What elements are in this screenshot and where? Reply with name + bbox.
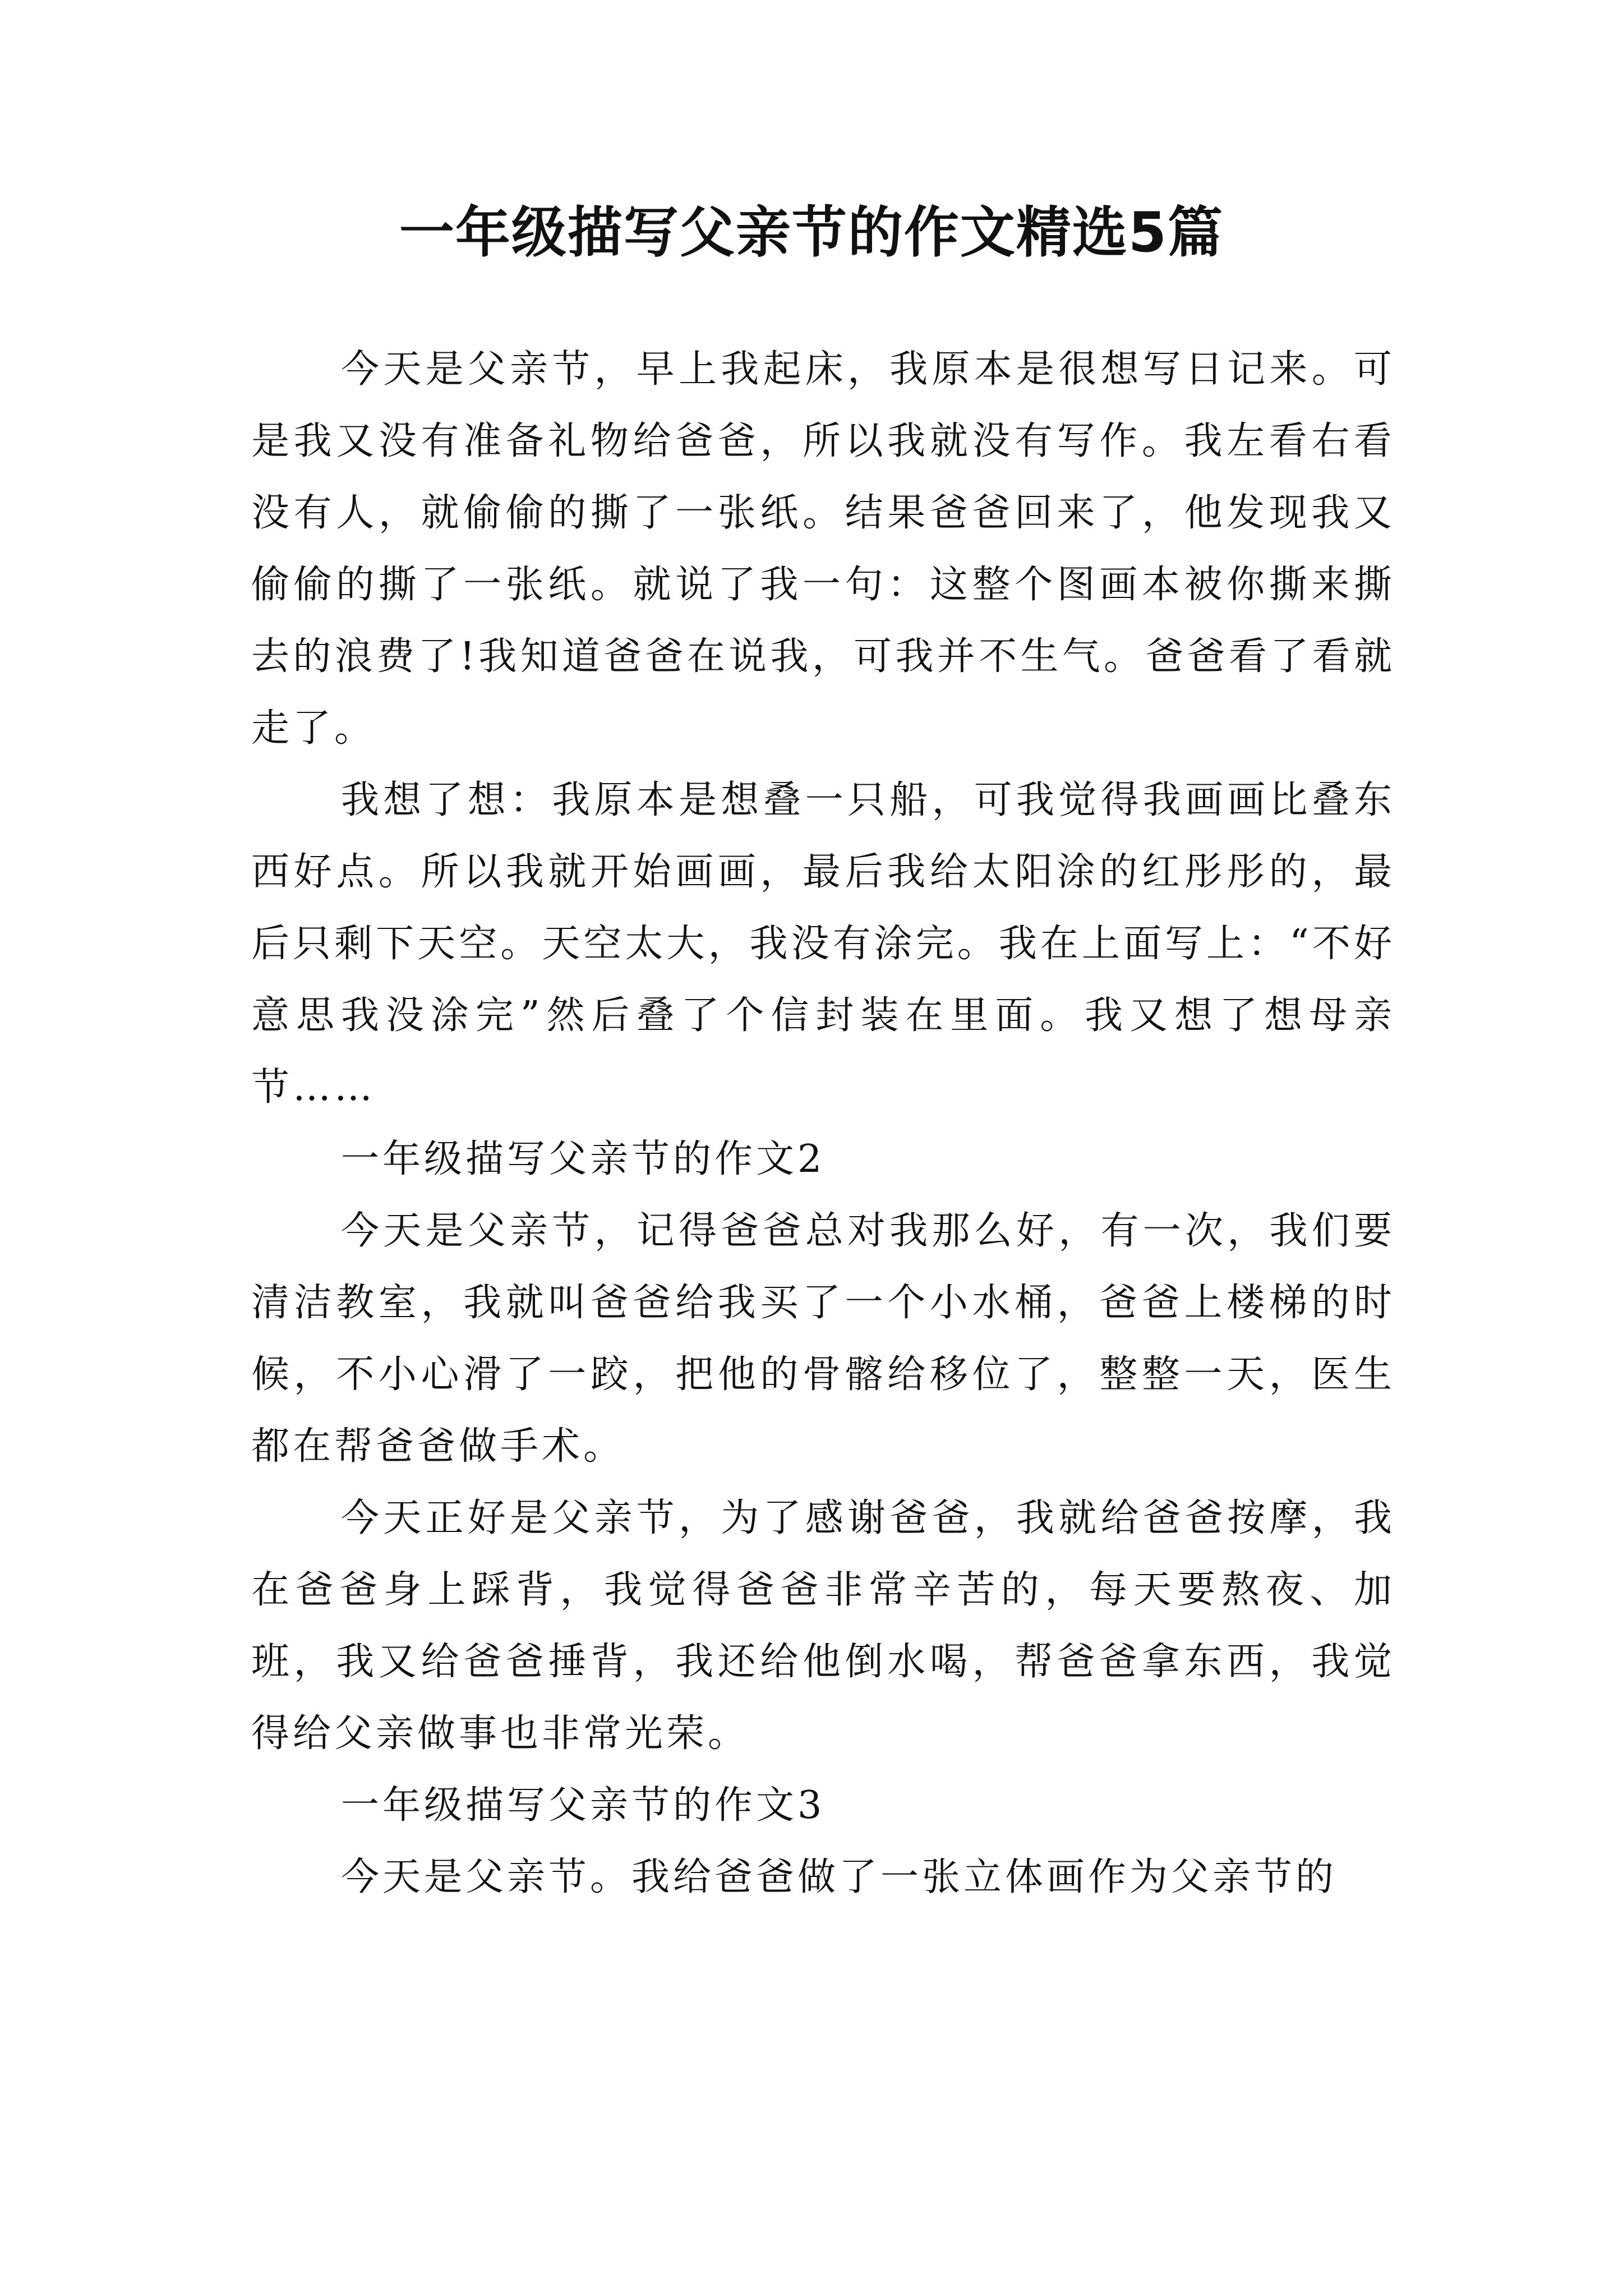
paragraph-2: 我想了想：我原本是想叠一只船，可我觉得我画画比叠东西好点。所以我就开始画画，最后我给太阳涂的红彤彤的，最后只剩下天空。天空太大，我没有涂完。我在上面写上：“不好意思我没涂完”然后叠了个信封装在里面。我又想了想母亲节……	[251, 778, 1395, 1110]
paragraph-3: 今天是父亲节，记得爸爸总对我那么好，有一次，我们要清洁教室，我就叫爸爸给我买了一个小水桶，爸爸上楼梯的时候，不小心滑了一跤，把他的骨髂给移位了，整整一天，医生都在帮爸爸做手术。	[251, 1209, 1395, 1469]
section-heading-3: 一年级描写父亲节的作文3	[341, 1783, 826, 1828]
document-title: 一年级描写父亲节的作文精选5篇	[399, 201, 1224, 265]
paragraph-4: 今天正好是父亲节，为了感谢爸爸，我就给爸爸按摩，我在爸爸身上踩背，我觉得爸爸非常辛苦的，每天要熬夜、加班，我又给爸爸捶背，我还给他倒水喝，帮爸爸拿东西，我觉得给父亲做事也非常光荣。	[251, 1496, 1395, 1756]
document-body	[251, 334, 1395, 1913]
section-heading-2: 一年级描写父亲节的作文2	[341, 1137, 826, 1181]
paragraph-1: 今天是父亲节，早上我起床，我原本是很想写日记来。可是我又没有准备礼物给爸爸，所以我就没有写作。我左看右看没有人，就偷偷的撕了一张纸。结果爸爸回来了，他发现我又偷偷的撕了一张纸。就说了我一句：这整个图画本被你撕来撕去的浪费了!我知道爸爸在说我，可我并不生气。爸爸看了看就走了。	[251, 347, 1395, 751]
paragraph-5: 今天是父亲节。我给爸爸做了一张立体画作为父亲节的	[341, 1855, 1338, 1899]
